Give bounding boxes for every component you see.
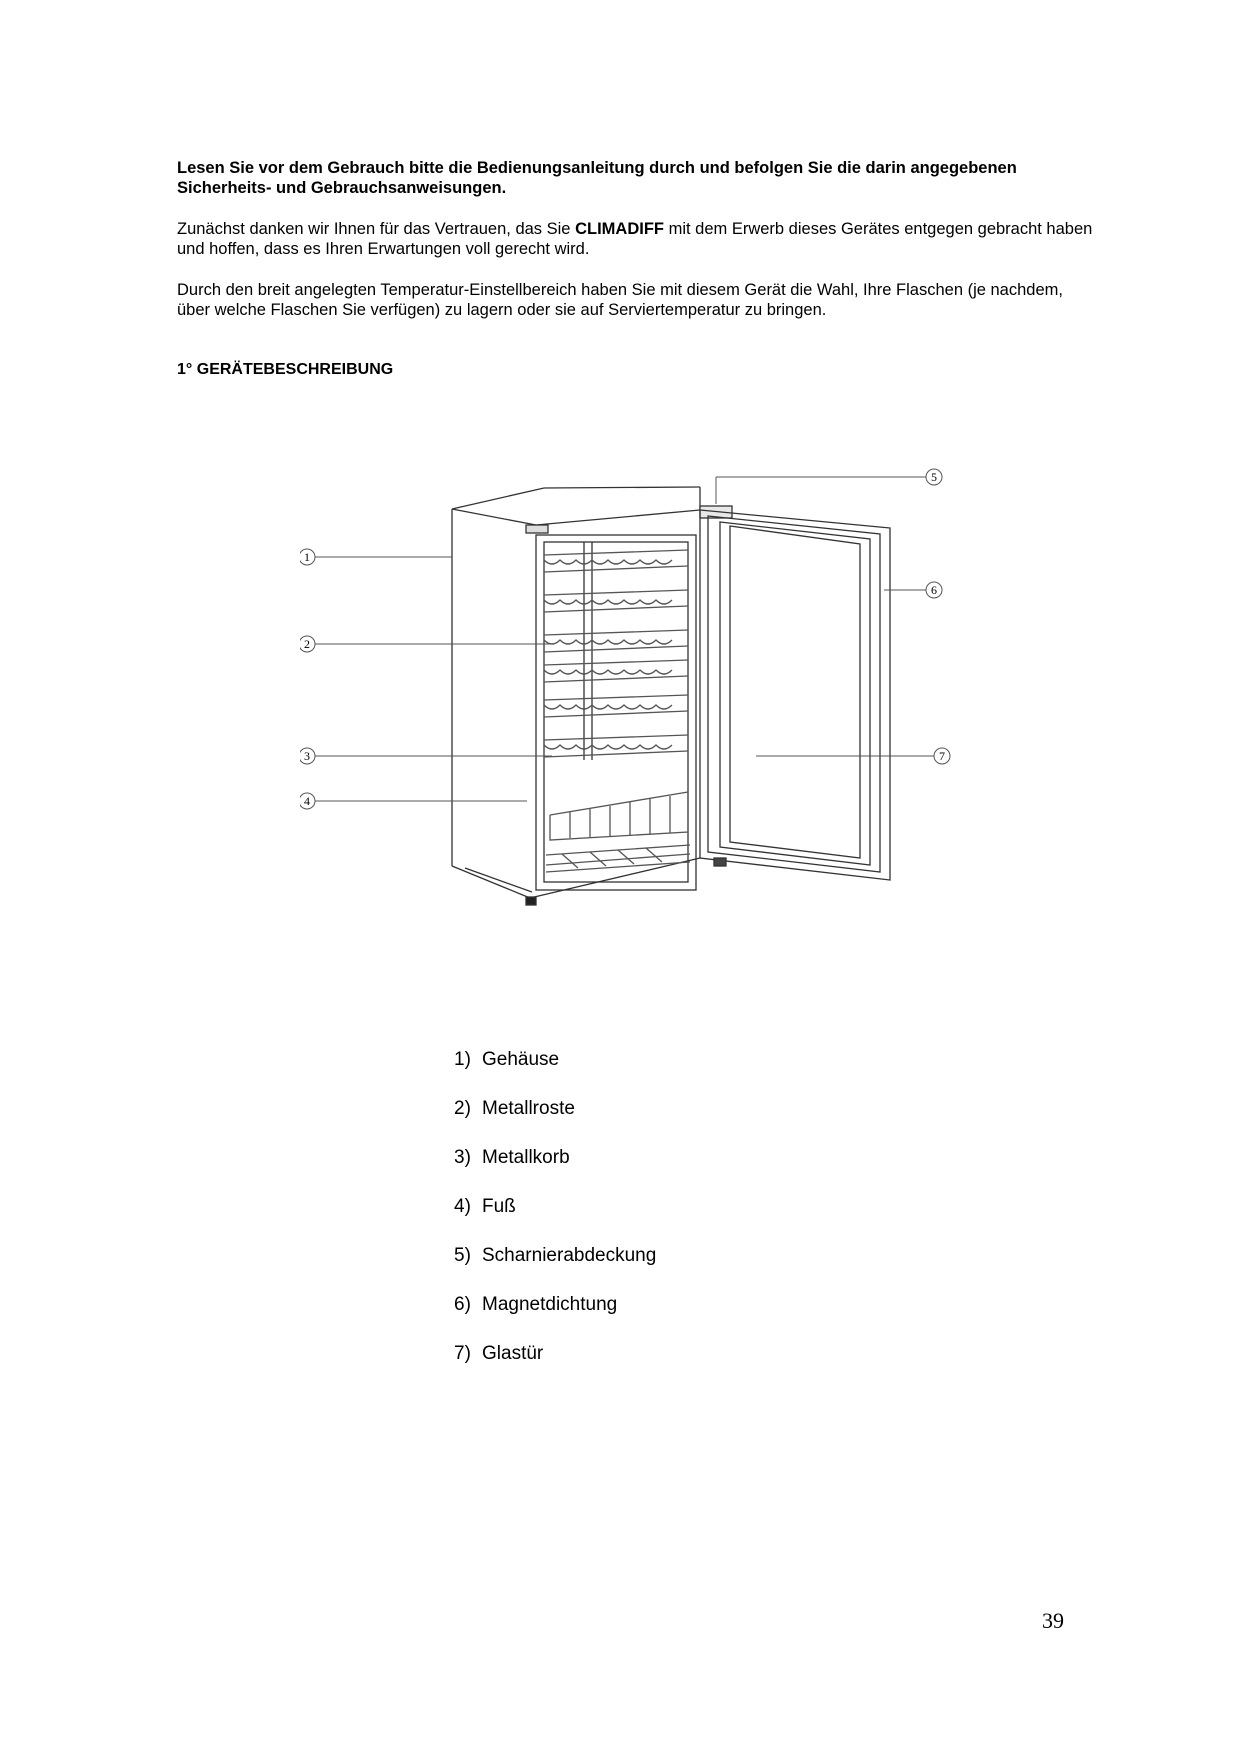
brand-name: CLIMADIFF: [575, 220, 664, 238]
thanks-text-start: Zunächst danken wir Ihnen für das Vertrauen, das Sie: [177, 220, 576, 238]
legend-item: [454, 1048, 656, 1097]
svg-text:5: 5: [931, 470, 937, 484]
legend-label: Metallkorb: [482, 1147, 570, 1168]
legend-item: [454, 1097, 656, 1146]
svg-text:1: 1: [304, 550, 310, 564]
legend-item: [454, 1342, 656, 1391]
legend-item: [454, 1293, 656, 1342]
wine-racks: [544, 550, 688, 757]
foot: [526, 897, 536, 905]
callout-5: [926, 469, 942, 485]
callout-3: [300, 748, 315, 764]
svg-text:3: 3: [304, 749, 310, 763]
callout-2: [300, 636, 315, 652]
legend-number: 4): [454, 1196, 471, 1217]
legend-item: [454, 1195, 656, 1244]
legend-number: 5): [454, 1245, 471, 1266]
legend-label: Fuß: [482, 1196, 516, 1217]
parts-legend: [454, 1048, 656, 1391]
legend-number: 7): [454, 1343, 471, 1364]
cabinet-body: [452, 487, 700, 898]
legend-number: 6): [454, 1294, 471, 1315]
legend-item: [454, 1146, 656, 1195]
svg-text:2: 2: [304, 637, 310, 651]
callout-6: [926, 582, 942, 598]
page-number: 39: [1042, 1608, 1064, 1633]
thanks-paragraph: [177, 219, 1097, 259]
callout-1: [300, 549, 315, 565]
metal-basket: [550, 792, 688, 840]
legend-label: Magnetdichtung: [482, 1294, 618, 1315]
callout-7: [934, 748, 950, 764]
callout-4: [300, 793, 315, 809]
svg-text:7: 7: [939, 749, 945, 763]
legend-item: [454, 1244, 656, 1293]
legend-label: Metallroste: [482, 1098, 575, 1119]
section-heading: 1° GERÄTEBESCHREIBUNG: [177, 361, 394, 378]
glass-door: [700, 510, 890, 880]
legend-label: Glastür: [482, 1343, 544, 1364]
appliance-diagram: [300, 460, 980, 920]
legend-label: Gehäuse: [482, 1049, 560, 1070]
svg-text:4: 4: [304, 794, 310, 808]
legend-number: 2): [454, 1098, 471, 1119]
legend-number: 1): [454, 1049, 471, 1070]
temperature-paragraph: Durch den breit angelegten Temperatur-Einstellbereich haben Sie mit diesem Gerät die Wahl, Ihre Flaschen (je nachdem, über welche Flaschen Sie verfügen) zu lagern oder sie auf Serviertemperatur zu bringen.: [177, 281, 1063, 319]
legend-label: Scharnierabdeckung: [482, 1245, 657, 1266]
intro-warning: Lesen Sie vor dem Gebrauch bitte die Bedienungsanleitung durch und befolgen Sie die darin angegebenen Sicherheits- und Gebrauchsanweisungen.: [177, 159, 1017, 197]
thanks-text-end: mit dem Erwerb dieses Gerätes entgegen gebracht haben und hoffen, dass es Ihren Erwartungen voll gerecht wird.: [177, 220, 1093, 258]
svg-text:6: 6: [931, 583, 937, 597]
bottom-rack: [546, 845, 690, 872]
legend-number: 3): [454, 1147, 471, 1168]
